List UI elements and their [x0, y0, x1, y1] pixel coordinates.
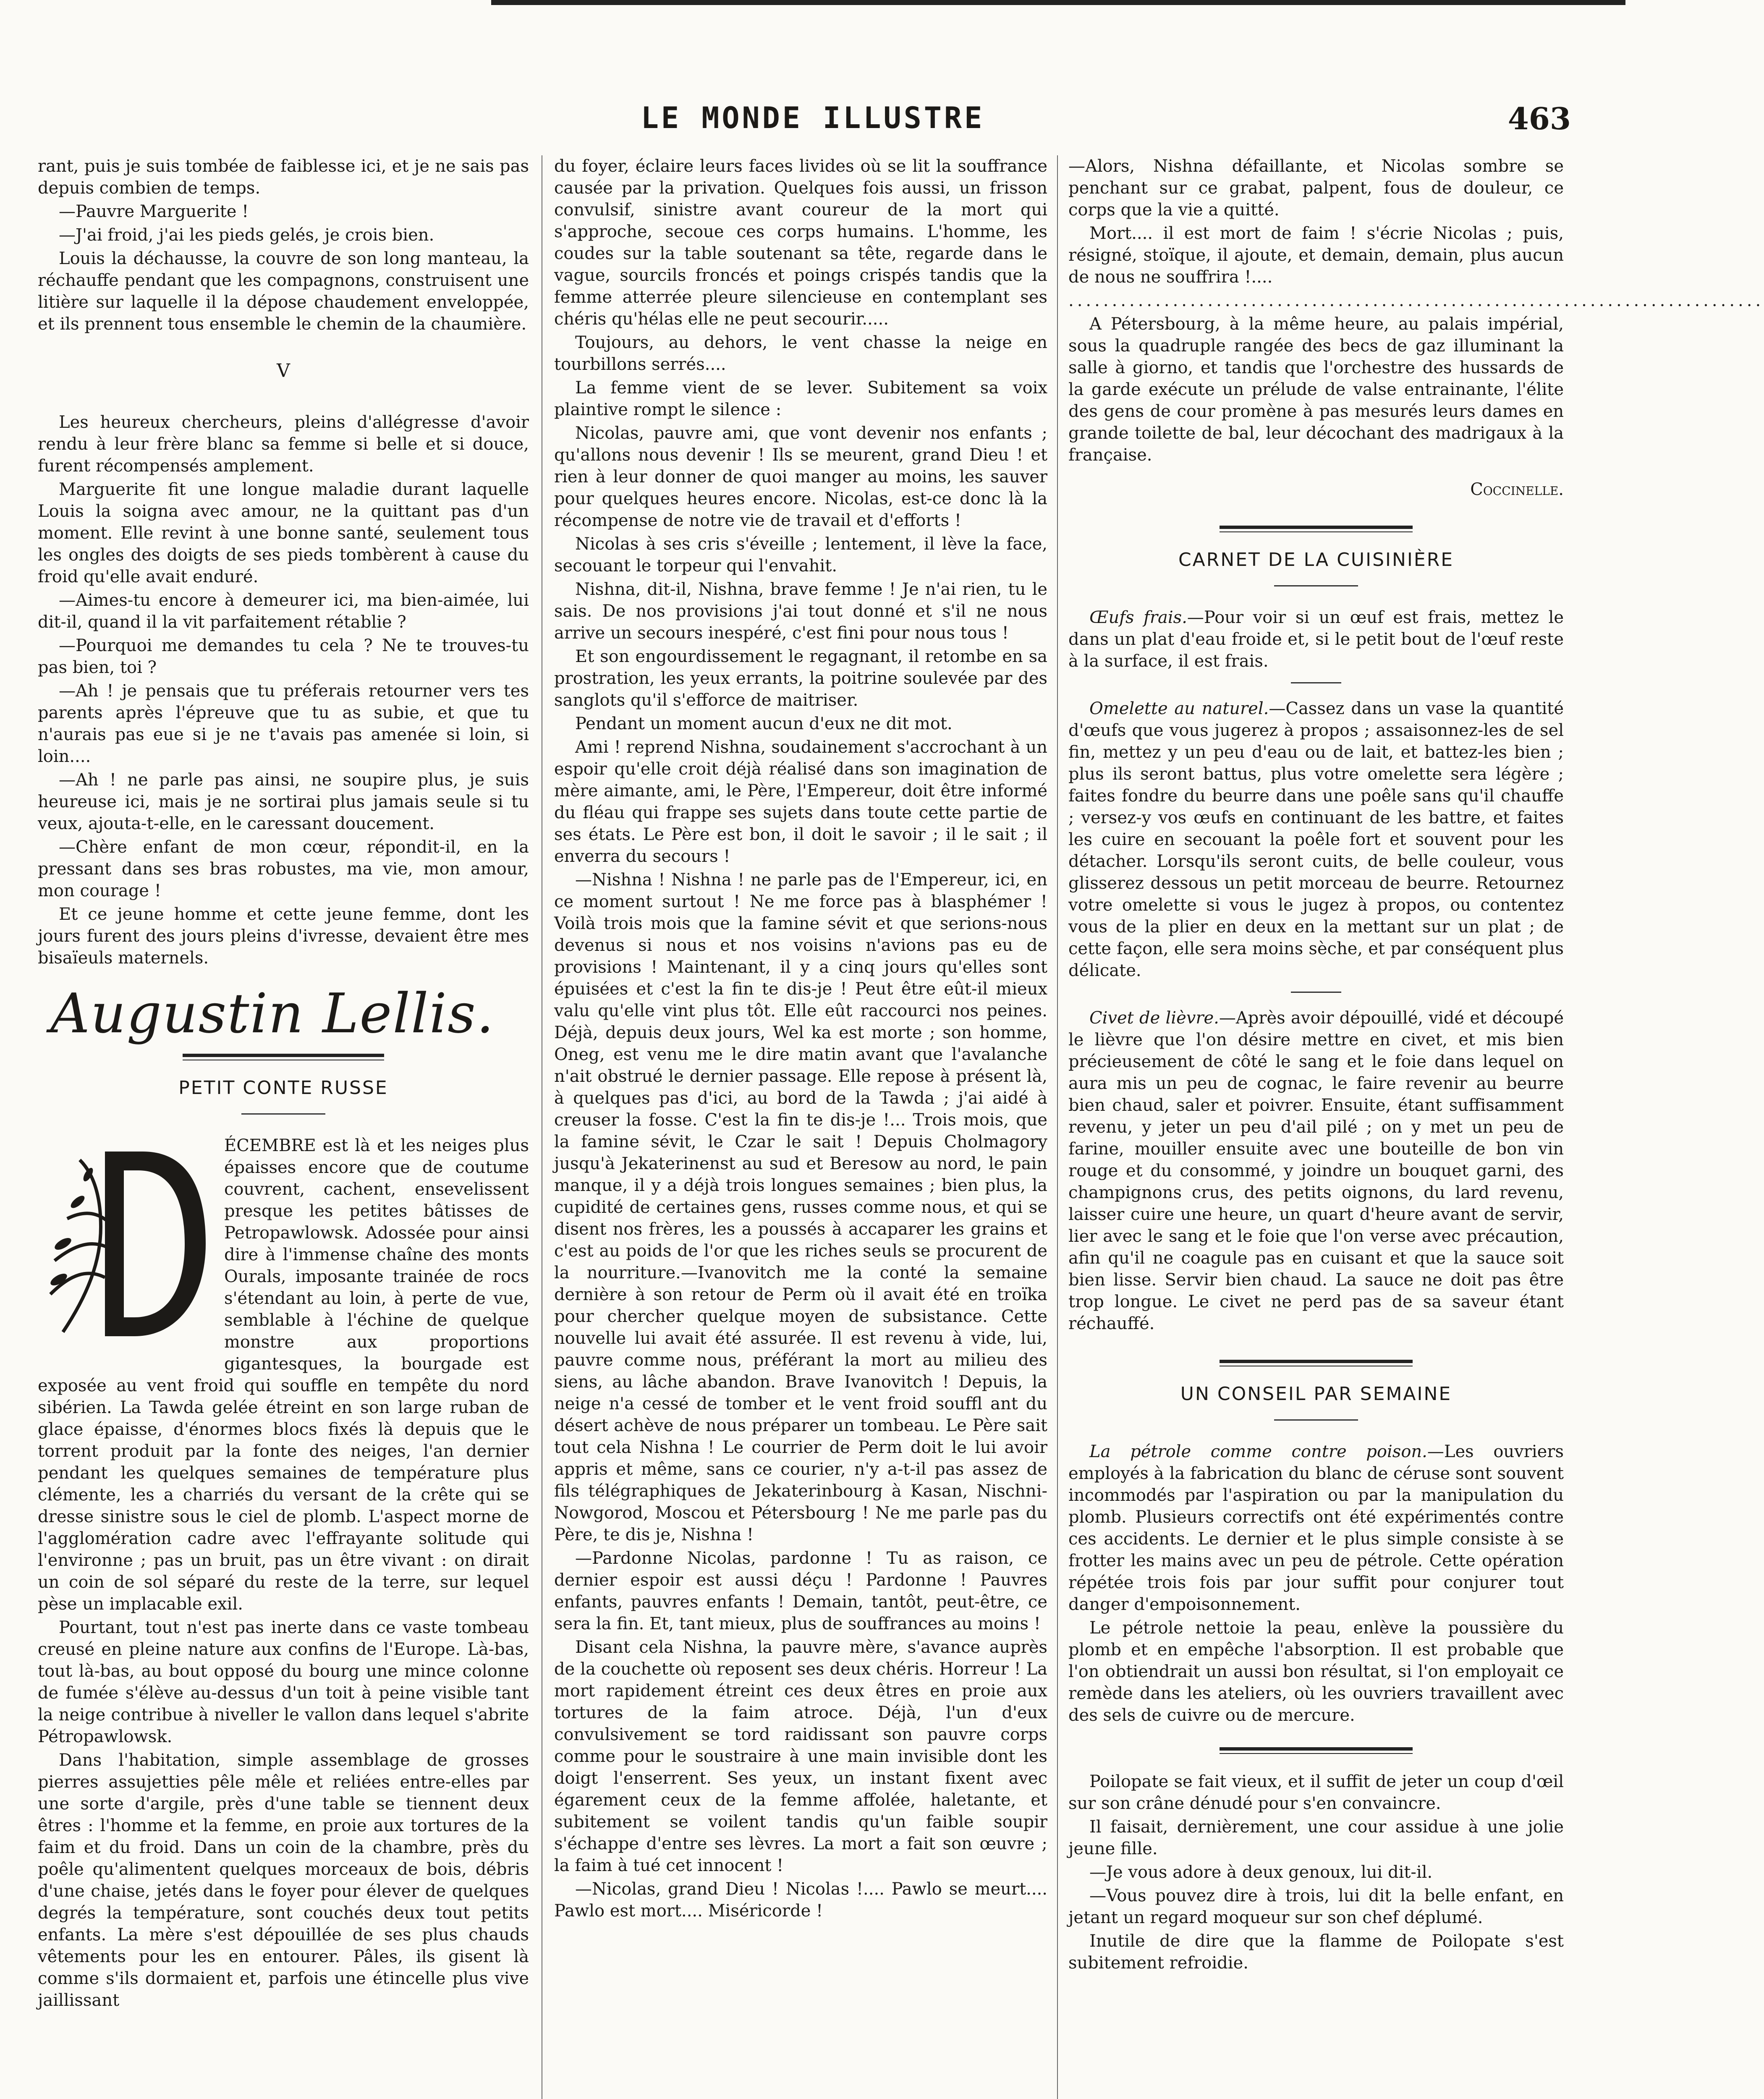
paragraph: Et son engourdissement le regagnant, il retombe en sa prostration, les yeux errants, la poitrine soulevée par des sanglots qu'il s'efforce de maitriser. [554, 647, 1047, 710]
paragraph: La femme vient de se lever. Subitement sa voix plaintive rompt le silence : [554, 378, 1047, 419]
dotted-separator: ................................................................................ [1068, 291, 1764, 310]
recipe-text: —Cassez dans un vase la quantité d'œufs que vous jugerez à propos ; assaisonnez-les de sel fin, mettez y un peu d'eau ou de lait, et battez-les bien ; plus ils seront battus, plus votre omelette sera légère ; faites fondre du beurre dans une poêle sans qu'il chauffe ; versez-y vos œufs en continuant de les battre, et faites les cuire en secouant la poêle fort et souvent pour les détacher. Lorsqu'ils seront cuits, de belle couleur, vous glisserez dessous un petit morceau de beurre. Retournez votre omelette si vous le jugez à propos, ou contentez vous de la plier en deux en la mettant sur un plat ; de cette façon, elle sera moins sèche, et par conséquent plus délicate. [1068, 699, 1564, 980]
ornamental-letter-d-icon [38, 1135, 214, 1353]
paragraph: Nishna, dit-il, Nishna, brave femme ! Je n'ai rien, tu le sais. De nos provisions j'ai tout donné et s'il ne nous arrive un secours inespéré, c'est fini pour nous tous ! [554, 580, 1047, 643]
paragraph: Nicolas, pauvre ami, que vont devenir nos enfants ; qu'allons nous devenir ! Ils se meurent, grand Dieu ! et rien à leur donner de quoi manger au moins, les sauver pour quelques heures encore. Nicolas, est-ce donc là la récompense de notre vie de travail et d'efforts ! [554, 424, 1047, 530]
section-heading: UN CONSEIL PAR SEMAINE [1180, 1383, 1452, 1405]
paragraph: —Ah ! je pensais que tu préferais retourner vers tes parents après l'épreuve que tu as subie, et que tu n'aurais pas eue si je ne t'avais pas amenée si loin, si loin.... [38, 681, 529, 766]
paragraph: Ami ! reprend Nishna, soudainement s'accrochant à un espoir qu'elle croit déjà réalisé dans son imagination de mère aimante, ami, le Père, l'Empereur, doit être informé du fléau qui frappe ses sujets dans toute cette partie de ses états. Le Père est bon, il doit le savoir ; il le sait ; il enverra du secours ! [554, 738, 1047, 866]
paragraph: —Alors, Nishna défaillante, et Nicolas sombre se penchant sur ce grabat, palpent, fous de douleur, ce corps que la vie a quitté. [1068, 157, 1564, 220]
recipe-title: Omelette au naturel. [1089, 699, 1269, 718]
paragraph: —Chère enfant de mon cœur, répondit-il, en la pressant dans ses bras robustes, ma vie, mon amour, mon courage ! [38, 838, 529, 900]
divider [1291, 682, 1341, 683]
recipe-text: —Après avoir dépouillé, vidé et découpé le lièvre que l'on désire mettre en civet, et mis bien précieusement de côté le sang et le foie dans lequel on aura mis un peu de cognac, le faire revenir au beurre bien chaud, saler et poivrer. Ensuite, étant suffisamment revenu, y jeter un peu d'ail pilé ; on y met un peu de farine, mouiller ensuite avec une bouteille de bon vin rouge et du consommé, y joindre un bouquet garni, des champignons crus, des petits oignons, du lard revenu, laisser cuire une heure, un quart d'heure avant de servir, lier avec le sang et le foie que l'on verse avec précaution, afin qu'il ne coagule pas en cuisant et que la sauce soit bien lisse. Servir bien chaud. La sauce ne doit pas être trop longue. Le civet ne perd pas de sa saveur étant réchauffé. [1068, 1008, 1564, 1333]
recipe-paragraph [1068, 1007, 1564, 1335]
paragraph: —Pourquoi me demandes tu cela ? Ne te trouves-tu pas bien, toi ? [38, 636, 529, 677]
paragraph: —Nishna ! Nishna ! ne parle pas de l'Empereur, ici, en ce moment surtout ! Ne me force pas à blasphémer ! Voilà trois mois que la famine sévit et que serions-nous devenus si nous et nos voisins n'avions pas eu de provisions ! Maintenant, il y a cinq jours qu'elles sont épuisées et c'est la fin te dis-je ! Peut être eût-il mieux valu qu'elle vint plus tôt. Elle eût raccourci nos peines. Déjà, depuis deux jours, Wel ka est morte ; son homme, Oneg, est venu me le dire matin avant que l'avalanche n'ait obstrué le dernier passage. Elle repose à présent là, à quelques pas d'ici, au bord de la Tawda ; j'ai aidé à creuser la fosse. C'est la fin te dis-je !... Trois mois, que la famine sévit, le Czar le sait ! Depuis Cholmagory jusqu'à Jekaterinenst au sud et Beresow au nord, le pain manque, il y a déjà trois longues semaines ; bien plus, la cupidité de certaines gens, russes comme nous, et qui se disent nos frères, les a poussés à accaparer les grains et c'est au poids de l'or que les riches seuls se procurent de la nourriture.—Ivanovitch me la conté la semaine dernière à son retour de Perm où il avait été en troïka pour chercher quelque moyen de subsistance. Cette nouvelle lui avait été assurée. Il est revenu à vide, lui, pauvre comme nous, préférant la mort au milieu des siens, au lâche abandon. Brave Ivanovitch ! Depuis, la neige n'a cessé de tomber et le vent froid souffl ant du désert achève de nous préparer un tombeau. Le Père sait tout cela Nishna ! Le courrier de Perm doit le lui avoir appris et même, sans ce courier, n'y a-t-il pas assez de fils télégraphiques de Jekaterinbourg à Kasan, Nischni-Nowgorod, Moscou et Pétersbourg ! Ne me parle pas du Père, te dis je, Nishna ! [554, 870, 1047, 1544]
page-number: 463 [1508, 101, 1571, 136]
heading-underline [241, 1113, 325, 1115]
paragraph: rant, puis je suis tombée de faiblesse ici, et je ne sais pas depuis combien de temps. [38, 157, 529, 198]
paragraph: Pourtant, tout n'est pas inerte dans ce vaste tombeau creusé en pleine nature aux confins de l'Europe. Là-bas, tout là-bas, au bout opposé du bourg une mince colonne de fumée s'élève au-dessus d'un toit à peine visible tant la neige contribue à niveller le vallon dans lequel s'abrite Pétropawlowsk. [38, 1618, 529, 1746]
paragraph: Poilopate se fait vieux, et il suffit de jeter un coup d'œil sur son crâne dénudé pour s'en convaincre. [1068, 1772, 1564, 1813]
recipe-title: Œufs frais. [1089, 608, 1187, 627]
paragraph: Inutile de dire que la flamme de Poilopate s'est subitement refroidie. [1068, 1931, 1564, 1973]
column-right [1068, 155, 1764, 2099]
paragraph: —Aimes-tu encore à demeurer ici, ma bien-aimée, lui dit-il, quand il la vit parfaitement rétablie ? [38, 591, 529, 632]
advice-paragraph [1068, 1441, 1564, 1615]
paragraph: Nicolas à ses cris s'éveille ; lentement, il lève la face, secouant le torpeur qui l'envahit. [554, 534, 1047, 576]
section-rule [1220, 1360, 1413, 1366]
paragraph-dropcap: ÉCEMBRE est là et les neiges plus épaisses encore que de coutume couvrent, cachent, ensevelissent presque les petites bâtisses de Petropawlowsk. Adossée pour ainsi dire à l'immense chaîne des monts Ourals, imposante trainée de rocs s'étendant au loin, à perte de vue, semblable à l'échine de quelque monstre aux proportions gigantesques, la bourgade est exposée au vent froid qui souffle en tempête du nord sibérien. La Tawda gelée étreint en son large ruban de glace épaisse, d'énormes blocs fixés là depuis que le torrent produit par la fonte des neiges, l'an dernier pendant les quelques semaines de température plus clémente, les a charriés du versant de la crête qui se dresse sinistre sous le ciel de plomb. L'aspect morne de l'agglomération cadre avec l'effrayante solitude qui l'environne ; pas un bruit, pas un être vivant : on dirait un coin de sol séparé du reste de la terre, sur lequel pèse un implacable exil. [38, 1136, 529, 1614]
advice-text: —Les ouvriers employés à la fabrication du blanc de céruse sont souvent incommodés par l'aspiration ou par la manipulation du plomb. Plusieurs correctifs ont été expérimentés contre ces accidents. Le dernier et le plus simple consiste à se frotter les mains avec un peu de pétrole. Cette opération répétée trois fois par jour suffit pour conjurer tout danger d'empoisonnement. [1068, 1442, 1564, 1614]
paragraph: —J'ai froid, j'ai les pieds gelés, je crois bien. [59, 225, 434, 245]
paragraph: —Nicolas, grand Dieu ! Nicolas !.... Pawlo se meurt.... Pawlo est mort.... Miséricorde ! [554, 1879, 1047, 1921]
section-heading: CARNET DE LA CUISINIÈRE [1178, 549, 1454, 571]
paragraph: —Je vous adore à deux genoux, lui dit-il. [1089, 1863, 1433, 1882]
paragraph: du foyer, éclaire leurs faces livides où se lit la souffrance causée par la privation. Quelques fois aussi, un frisson convulsif, sinistre avant coureur de la mort qui s'approche, secoue ces corps humains. L'homme, les coudes sur la table soutenant sa tête, regarde dans le vague, sourcils froncés et poings crispés tandis que la femme atterrée pleure silencieuse en contemplant ses chéris qu'hélas elle ne peut secourir..... [554, 157, 1047, 329]
paragraph: —Pardonne Nicolas, pardonne ! Tu as raison, ce dernier espoir est aussi déçu ! Pardonne ! Pauvres enfants, pauvres enfants ! Demain, tantôt, peut-être, ce sera la fin. Et, tant mieux, plus de souffrances au moins ! [554, 1549, 1047, 1633]
paragraph: Dans l'habitation, simple assemblage de grosses pierres assujetties pêle mêle et reliées entre-elles par une sorte d'argile, près d'une table se tiennent deux êtres : l'homme et la femme, en proie aux tortures de la faim et du froid. Dans un coin de la chambre, près du poêle qu'alimentent quelques morceaux de bois, débris d'une chaise, jetés dans le foyer pour élever de quelques degrés la température, sont couchés deux tout petits enfants. La mère s'est dépouillée de ses plus chauds vêtements pour les en entourer. Pâles, ils gisent là comme s'ils dormaient et, parfois une étincelle plus vive jaillissant [38, 1751, 529, 2010]
recipe-paragraph [1068, 607, 1564, 672]
paragraph: Il faisait, dernièrement, une cour assidue à une jolie jeune fille. [1068, 1817, 1564, 1858]
column-divider [1057, 155, 1058, 2099]
section-rule [183, 1054, 384, 1060]
recipe-paragraph [1068, 698, 1564, 981]
section-rule [1220, 526, 1413, 532]
paragraph: Marguerite fit une longue maladie durant laquelle Louis la soigna avec amour, ne la quittant pas d'un moment. Elle revint à une bonne santé, seulement tous les ongles des doigts de ses pieds tombèrent à cause du froid qu'elle avait enduré. [38, 480, 529, 586]
paragraph: Toujours, au dehors, le vent chasse la neige en tourbillons serrés.... [554, 333, 1047, 374]
section-number: V [277, 360, 290, 382]
recipe-text: —Pour voir si un œuf est frais, mettez le dans un plat d'eau froide et, si le petit bout de l'œuf reste à la surface, il est frais. [1068, 608, 1564, 671]
journal-title: LE MONDE ILLUSTRE [641, 101, 985, 135]
advice-title: La pétrole comme contre poison. [1089, 1442, 1427, 1461]
paragraph: Les heureux chercheurs, pleins d'allégresse d'avoir rendu à leur frère blanc sa femme si belle et si douce, furent récompensés amplement. [38, 413, 529, 476]
paragraph: —Vous pouvez dire à trois, lui dit la belle enfant, en jetant un regard moqueur sur son chef déplumé. [1068, 1886, 1564, 1927]
section-rule [1220, 1747, 1413, 1754]
author-signature: Coccinelle. [1470, 480, 1564, 499]
paragraph: —Ah ! ne parle pas ainsi, ne soupire plus, je suis heureuse ici, mais je ne sortirai plus jamais seule si tu veux, ajouta-t-elle, en le caressant doucement. [38, 770, 529, 833]
section-heading: PETIT CONTE RUSSE [178, 1077, 388, 1099]
heading-underline [1274, 1419, 1358, 1421]
paragraph: Louis la déchausse, la couvre de son long manteau, la réchauffe pendant que les compagnons, construisent une litière sur laquelle il la dépose chaudement enveloppée, et ils prennent tous ensemble le chemin de la chaumière. [38, 249, 529, 334]
heading-underline [1274, 585, 1358, 586]
page-header [0, 101, 1625, 139]
column-left [38, 155, 529, 2099]
paragraph: Le pétrole nettoie la peau, enlève la poussière du plomb et en empêche l'absorption. Il est probable que l'on obtiendrait un aussi bon résultat, si l'on employait ce remède dans les ateliers, où les ouvriers travaillent avec des sels de cuivre ou de mercure. [1068, 1618, 1564, 1725]
recipe-title: Civet de lièvre. [1089, 1008, 1219, 1028]
paragraph: —Pauvre Marguerite ! [59, 202, 249, 221]
paragraph: Mort.... il est mort de faim ! s'écrie Nicolas ; puis, résigné, stoïque, il ajoute, et demain, demain, plus aucun de nous ne souffrira !.... [1068, 224, 1564, 287]
handwritten-signature: Augustin Lellis. [50, 981, 495, 1045]
divider [1291, 992, 1341, 993]
paragraph: Disant cela Nishna, la pauvre mère, s'avance auprès de la couchette où reposent ses deux chéris. Horreur ! La mort rapidement étreint ces deux êtres en proie aux tortures de la faim atroce. Déjà, l'un d'eux convulsivement se tord raidissant son pauvre corps comme pour le soustraire à une main invisible dont les doigt l'enserrent. Ses yeux, un instant fixent avec égarement ceux de la femme affolée, haletante, et subitement se voilent tandis qu'un faible soupir s'échappe d'entre ses lèvres. La mort a fait son œuvre ; la faim à tué cet innocent ! [554, 1638, 1047, 1875]
top-border-line [491, 0, 1625, 5]
paragraph: Et ce jeune homme et cette jeune femme, dont les jours furent des jours pleins d'ivresse, devaient être mes bisaïeuls maternels. [38, 905, 529, 968]
paragraph: Pendant un moment aucun d'eux ne dit mot. [575, 714, 953, 733]
column-middle [554, 155, 1047, 2099]
paragraph: A Pétersbourg, à la même heure, au palais impérial, sous la quadruple rangée des becs de gaz illuminant la salle à giorno, et tandis que l'orchestre des hussards de la garde exécute un prélude de valse entrainante, l'élite des gens de cour promène à pas mesurés leurs dames en grande toilette de bal, leur décochant des madrigaux à la française. [1068, 314, 1564, 465]
